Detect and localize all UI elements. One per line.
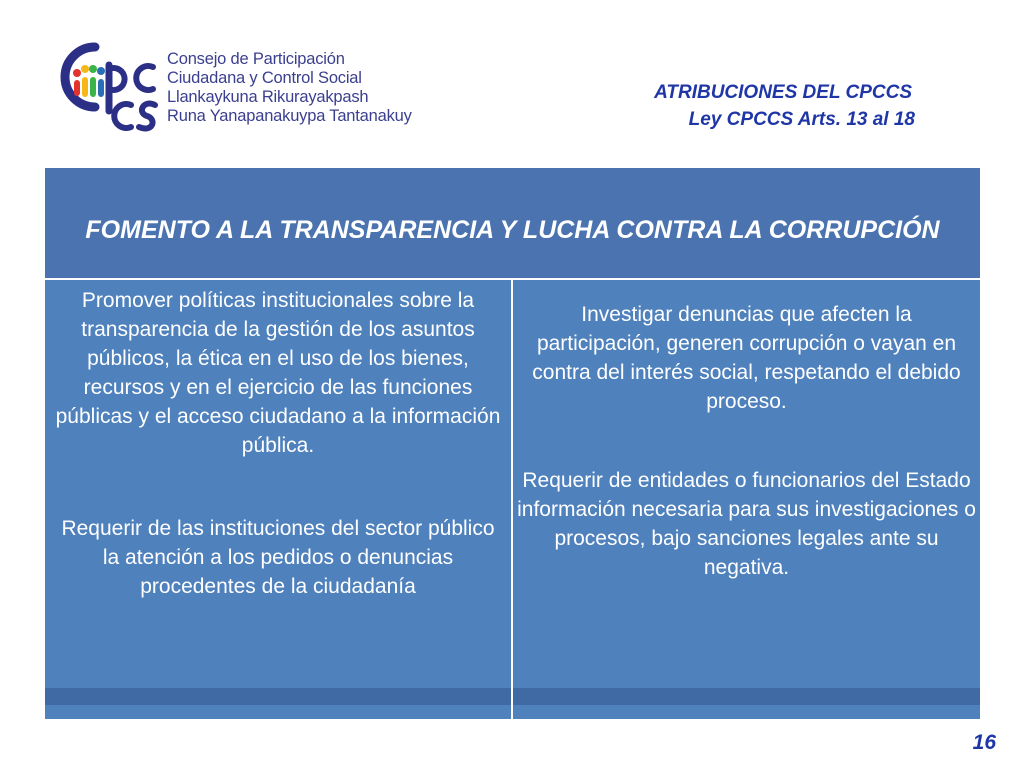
table-header-text: FOMENTO A LA TRANSPARENCIA Y LUCHA CONTRA LA CORRUPCIÓN [85, 215, 940, 244]
cpccs-logo-mark [47, 29, 167, 149]
cpccs-logo [47, 29, 412, 149]
table-cell-left [45, 280, 511, 688]
right-paragraph-2: Requerir de entidades o funcionarios del Estado información necesaria para sus investigaciones o procesos, bajo sanciones legales ante su negativa. [517, 469, 976, 579]
column-divider [511, 280, 513, 719]
left-paragraph-2: Requerir de las instituciones del sector público la atención a los pedidos o denuncias procedentes de la ciudadanía [61, 517, 495, 598]
table-cell-right [513, 280, 980, 688]
page-number: 16 [972, 731, 996, 754]
title-line-2: Ley CPCCS Arts. 13 al 18 [688, 109, 915, 130]
slide-title [654, 79, 915, 133]
logo-line-1: Consejo de Participación [167, 50, 345, 68]
attributions-table [45, 168, 980, 719]
right-paragraph-1: Investigar denuncias que afecten la participación, generen corrupción o vayan en contra del interés social, respetando el debido proceso. [532, 303, 961, 413]
logo-line-4: Runa Yanapanakuypa Tantanakuy [167, 107, 412, 125]
logo-line-2: Ciudadana y Control Social [167, 69, 362, 87]
logo-text [167, 50, 412, 126]
logo-line-3: Llankaykuna Rikurayakpash [167, 88, 369, 106]
left-paragraph-1: Promover políticas institucionales sobre la transparencia de la gestión de los asuntos públicos, la ética en el uso de los bienes, recursos y en el ejercicio de las funciones públicas y el acceso ciudadano a la información pública. [55, 289, 501, 457]
table-header [45, 168, 980, 280]
title-line-1: ATRIBUCIONES DEL CPCCS [654, 82, 912, 103]
